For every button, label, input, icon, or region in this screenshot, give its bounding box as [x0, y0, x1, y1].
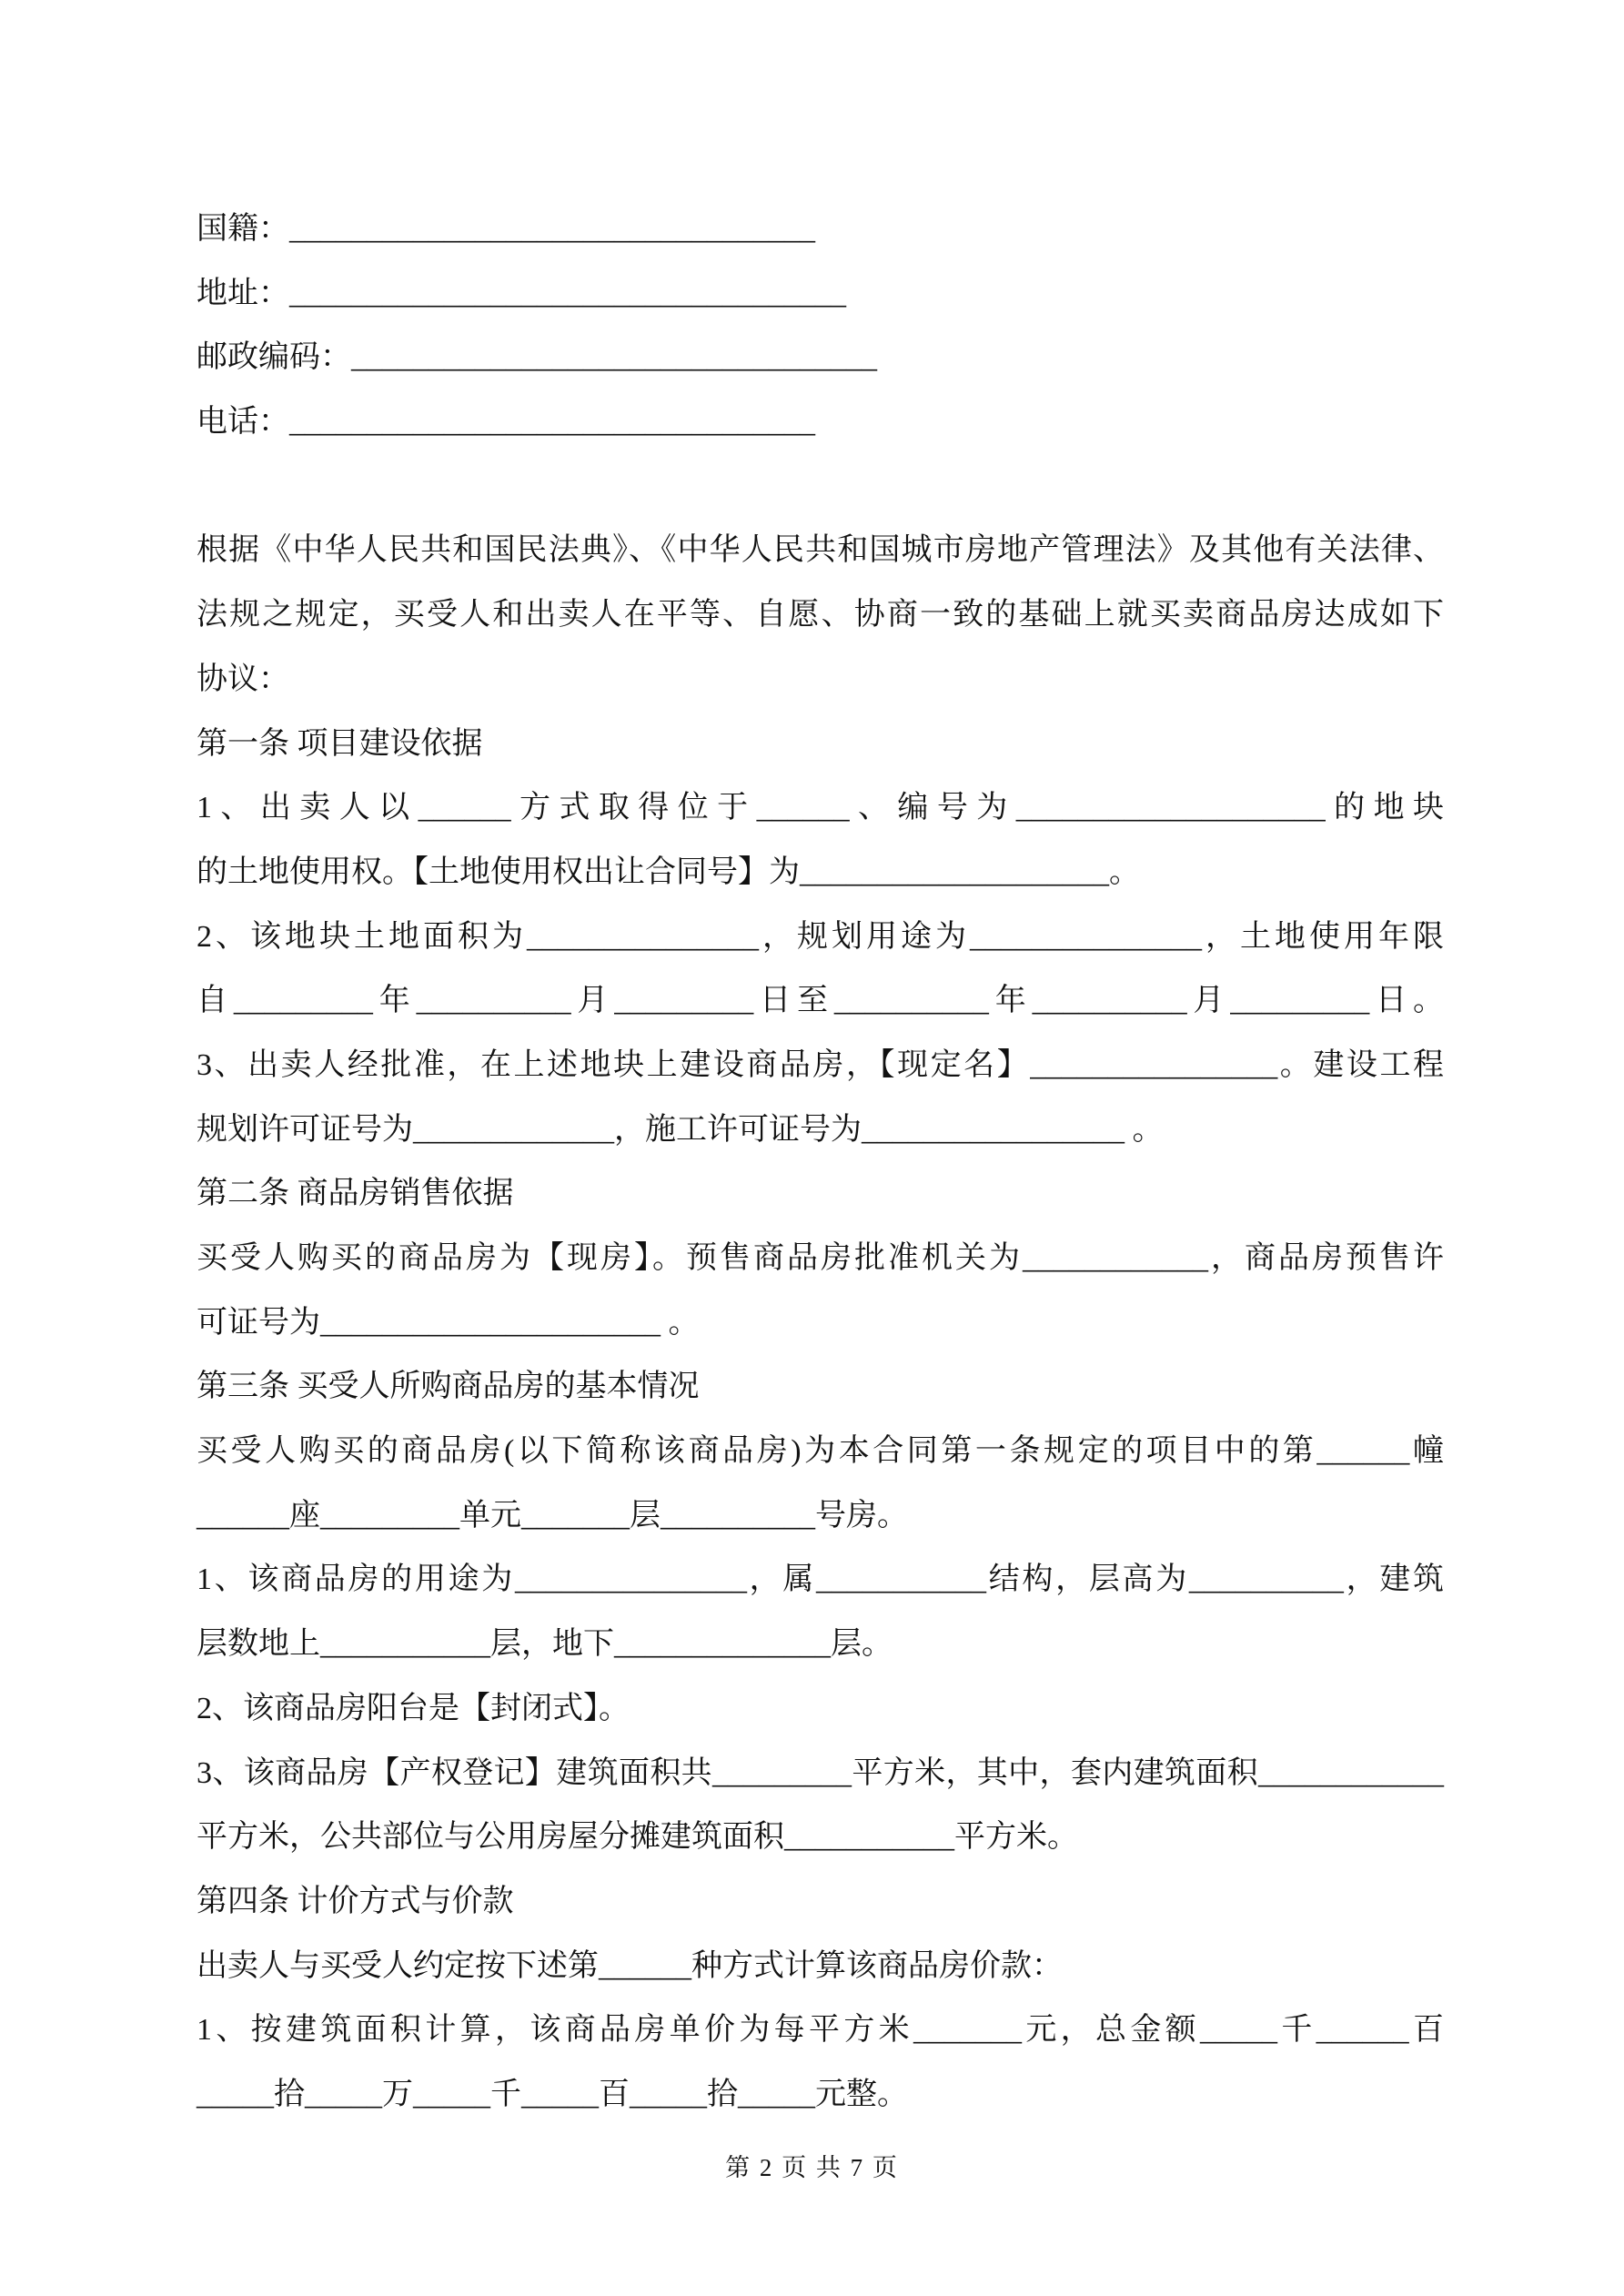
clause-line: 1、该商品房的用途为_______________，属___________结构，层高为__________，建筑 — [197, 1563, 1444, 1597]
blank-line — [197, 455, 1444, 520]
clause-line: 平方米，公共部位与公用房屋分摊建筑面积___________平方米。 — [197, 1820, 1078, 1855]
clause-line: 1、出卖人以______方式取得位于______、编号为____________________的地块 — [197, 791, 1444, 825]
postal-code-field: 邮政编码：__________________________________ — [197, 340, 877, 375]
address-field: 地址：____________________________________ — [197, 276, 846, 310]
clause-line: 规划许可证号为_____________，施工许可证号为_________________ 。 — [197, 1112, 1164, 1147]
preamble-line: 根据《中华人民共和国民法典》、《中华人民共和国城市房地产管理法》及其他有关法律、 — [197, 533, 1444, 568]
clause-line: 3、该商品房【产权登记】建筑面积共_________平方米，其中，套内建筑面积____________ — [197, 1755, 1444, 1790]
clause-line: 买受人购买的商品房(以下简称该商品房)为本合同第一条规定的项目中的第______幢 — [197, 1434, 1444, 1469]
document-page — [197, 197, 1444, 2128]
clause-line: 1、按建筑面积计算，该商品房单价为每平方米_______元，总金额_____千______百 — [197, 2013, 1444, 2048]
clause-line: 的土地使用权。【土地使用权出让合同号】为____________________。 — [197, 855, 1140, 889]
clause-line: 层数地上___________层，地下______________层。 — [197, 1627, 893, 1662]
clause-line: 可证号为______________________ 。 — [197, 1305, 700, 1340]
clause-line: 自_________年__________月_________日至__________年__________月_________日。 — [197, 984, 1444, 1018]
page-number: 第 2 页 共 7 页 — [725, 2154, 899, 2181]
clause-line: _____拾_____万_____千_____百_____拾_____元整。 — [197, 2077, 908, 2111]
article-3-heading: 第三条 买受人所购商品房的基本情况 — [197, 1370, 700, 1404]
preamble-line: 法规之规定，买受人和出卖人在平等、自愿、协商一致的基础上就买卖商品房达成如下 — [197, 598, 1444, 632]
article-2-heading: 第二条 商品房销售依据 — [197, 1177, 514, 1211]
clause-line: ______座_________单元_______层__________号房。 — [197, 1498, 908, 1532]
phone-field: 电话：__________________________________ — [197, 405, 815, 440]
clause-line: 买受人购买的商品房为【现房】。预售商品房批准机关为____________，商品房预售许 — [197, 1241, 1444, 1275]
clause-line: 2、该商品房阳台是【封闭式】。 — [197, 1691, 630, 1725]
clause-line: 3、出卖人经批准，在上述地块上建设商品房，【现定名】________________。建设工程 — [197, 1047, 1444, 1082]
article-1-heading: 第一条 项目建设依据 — [197, 726, 483, 761]
clause-line: 2、该地块土地面积为_______________，规划用途为_______________，土地使用年限 — [197, 919, 1444, 954]
clause-line: 出卖人与买受人约定按下述第______种方式计算该商品房价款： — [197, 1948, 1063, 1983]
preamble-line: 协议： — [197, 662, 289, 696]
article-4-heading: 第四条 计价方式与价款 — [197, 1884, 514, 1918]
nationality-field: 国籍：__________________________________ — [197, 212, 815, 246]
